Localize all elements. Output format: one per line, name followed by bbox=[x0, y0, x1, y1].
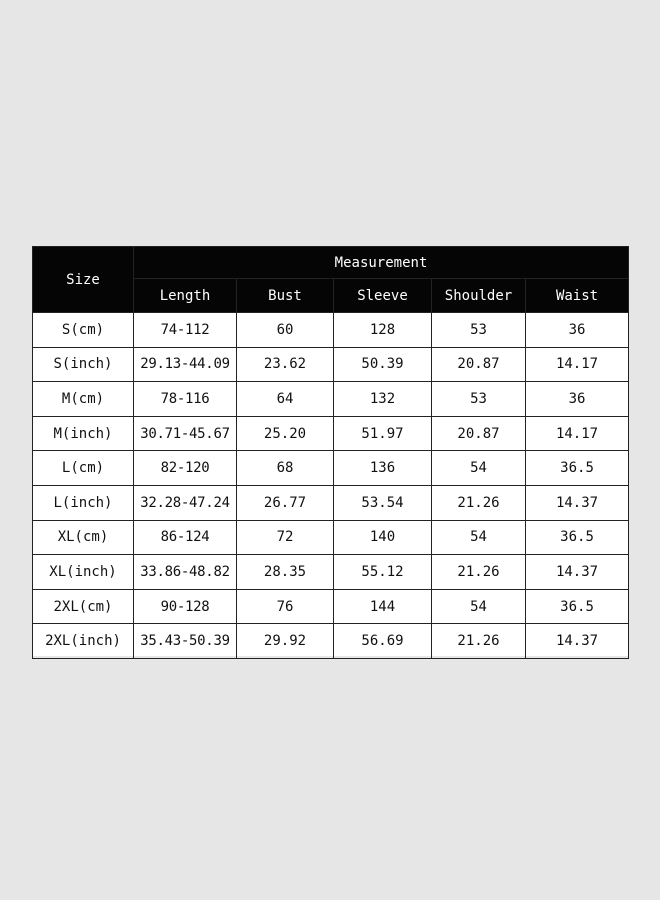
header-row-group bbox=[33, 247, 629, 279]
size-column-header: Size bbox=[33, 247, 134, 313]
size-cell: S(inch) bbox=[33, 347, 134, 382]
shoulder-cell: 21.26 bbox=[432, 624, 526, 659]
sleeve-cell: 132 bbox=[334, 382, 432, 417]
length-cell: 33.86-48.82 bbox=[134, 555, 237, 590]
size-cell: L(cm) bbox=[33, 451, 134, 486]
table-row bbox=[33, 520, 629, 555]
waist-cell: 36.5 bbox=[526, 589, 629, 624]
sleeve-cell: 55.12 bbox=[334, 555, 432, 590]
table-row bbox=[33, 485, 629, 520]
length-cell: 86-124 bbox=[134, 520, 237, 555]
column-header-shoulder: Shoulder bbox=[432, 279, 526, 313]
measurement-group-header: Measurement bbox=[134, 247, 629, 279]
length-cell: 90-128 bbox=[134, 589, 237, 624]
bust-cell: 64 bbox=[237, 382, 334, 417]
column-header-waist: Waist bbox=[526, 279, 629, 313]
shoulder-cell: 21.26 bbox=[432, 485, 526, 520]
table-row bbox=[33, 382, 629, 417]
waist-cell: 36.5 bbox=[526, 451, 629, 486]
shoulder-cell: 54 bbox=[432, 451, 526, 486]
waist-cell: 36.5 bbox=[526, 520, 629, 555]
sleeve-cell: 50.39 bbox=[334, 347, 432, 382]
bust-cell: 29.92 bbox=[237, 624, 334, 659]
waist-cell: 14.37 bbox=[526, 485, 629, 520]
size-chart-table bbox=[32, 246, 629, 659]
shoulder-cell: 21.26 bbox=[432, 555, 526, 590]
size-cell: XL(cm) bbox=[33, 520, 134, 555]
waist-cell: 36 bbox=[526, 382, 629, 417]
size-cell: M(cm) bbox=[33, 382, 134, 417]
shoulder-cell: 20.87 bbox=[432, 347, 526, 382]
bust-cell: 60 bbox=[237, 313, 334, 348]
bust-cell: 23.62 bbox=[237, 347, 334, 382]
table-row bbox=[33, 416, 629, 451]
shoulder-cell: 20.87 bbox=[432, 416, 526, 451]
length-cell: 30.71-45.67 bbox=[134, 416, 237, 451]
column-header-bust: Bust bbox=[237, 279, 334, 313]
sleeve-cell: 53.54 bbox=[334, 485, 432, 520]
sleeve-cell: 136 bbox=[334, 451, 432, 486]
waist-cell: 36 bbox=[526, 313, 629, 348]
bust-cell: 76 bbox=[237, 589, 334, 624]
bust-cell: 68 bbox=[237, 451, 334, 486]
table-row bbox=[33, 347, 629, 382]
sleeve-cell: 144 bbox=[334, 589, 432, 624]
bust-cell: 26.77 bbox=[237, 485, 334, 520]
size-cell: XL(inch) bbox=[33, 555, 134, 590]
shoulder-cell: 53 bbox=[432, 382, 526, 417]
sleeve-cell: 56.69 bbox=[334, 624, 432, 659]
length-cell: 32.28-47.24 bbox=[134, 485, 237, 520]
bust-cell: 28.35 bbox=[237, 555, 334, 590]
column-header-length: Length bbox=[134, 279, 237, 313]
waist-cell: 14.17 bbox=[526, 416, 629, 451]
length-cell: 29.13-44.09 bbox=[134, 347, 237, 382]
size-cell: 2XL(inch) bbox=[33, 624, 134, 659]
size-cell: L(inch) bbox=[33, 485, 134, 520]
length-cell: 78-116 bbox=[134, 382, 237, 417]
table-row bbox=[33, 589, 629, 624]
shoulder-cell: 53 bbox=[432, 313, 526, 348]
sleeve-cell: 128 bbox=[334, 313, 432, 348]
table-row bbox=[33, 555, 629, 590]
shoulder-cell: 54 bbox=[432, 589, 526, 624]
length-cell: 82-120 bbox=[134, 451, 237, 486]
table-row bbox=[33, 313, 629, 348]
length-cell: 35.43-50.39 bbox=[134, 624, 237, 659]
waist-cell: 14.17 bbox=[526, 347, 629, 382]
length-cell: 74-112 bbox=[134, 313, 237, 348]
column-header-sleeve: Sleeve bbox=[334, 279, 432, 313]
size-cell: M(inch) bbox=[33, 416, 134, 451]
waist-cell: 14.37 bbox=[526, 555, 629, 590]
shoulder-cell: 54 bbox=[432, 520, 526, 555]
sleeve-cell: 51.97 bbox=[334, 416, 432, 451]
sleeve-cell: 140 bbox=[334, 520, 432, 555]
bust-cell: 25.20 bbox=[237, 416, 334, 451]
table-row bbox=[33, 624, 629, 659]
size-cell: S(cm) bbox=[33, 313, 134, 348]
bust-cell: 72 bbox=[237, 520, 334, 555]
size-chart-sheet bbox=[32, 246, 628, 656]
table-row bbox=[33, 451, 629, 486]
waist-cell: 14.37 bbox=[526, 624, 629, 659]
size-cell: 2XL(cm) bbox=[33, 589, 134, 624]
